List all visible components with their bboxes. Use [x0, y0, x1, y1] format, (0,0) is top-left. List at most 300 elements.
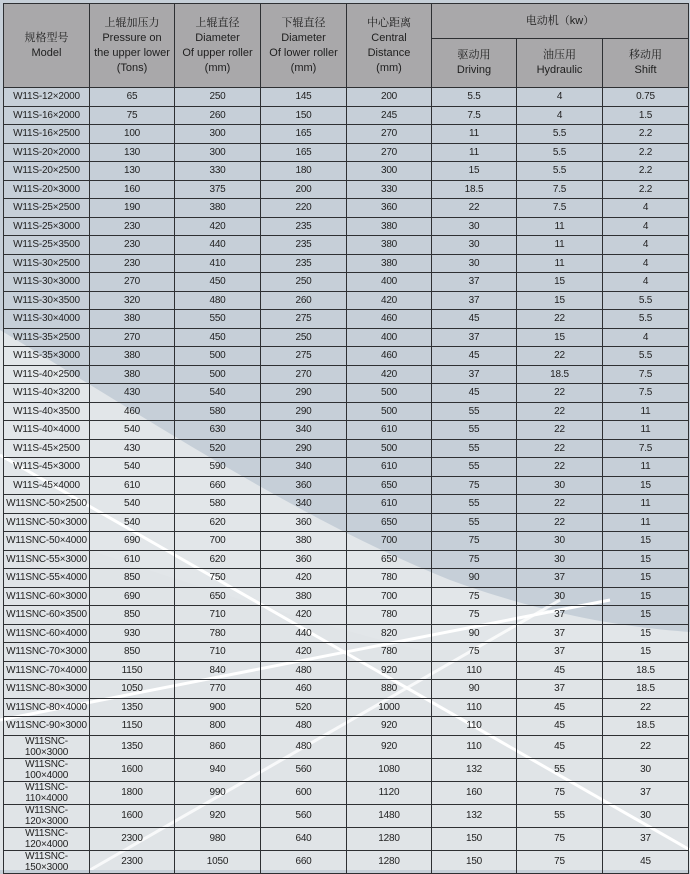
cell-hydraulic: 30: [517, 550, 603, 569]
header-model: [4, 4, 90, 88]
cell-lower-diameter: 165: [261, 143, 347, 162]
header-lower-en2: Of lower roller: [269, 46, 338, 59]
cell-shift: 15: [603, 550, 689, 569]
cell-pressure: 540: [90, 513, 175, 532]
table-row: [4, 606, 689, 625]
cell-hydraulic: 30: [517, 532, 603, 551]
cell-driving: 5.5: [432, 88, 517, 107]
cell-central-distance: 500: [347, 439, 432, 458]
cell-upper-diameter: 900: [175, 698, 261, 717]
cell-hydraulic: 30: [517, 476, 603, 495]
cell-hydraulic: 22: [517, 458, 603, 477]
header-pressure-en1: Pressure on: [102, 31, 162, 44]
cell-shift: 4: [603, 199, 689, 218]
cell-model: W11SNC-70×3000: [4, 643, 90, 662]
header-pressure: [90, 4, 175, 88]
header-upper-en1: Diameter: [195, 31, 240, 44]
cell-upper-diameter: 580: [175, 402, 261, 421]
cell-upper-diameter: 590: [175, 458, 261, 477]
cell-central-distance: 200: [347, 88, 432, 107]
header-hydraulic-en: Hydraulic: [536, 64, 583, 76]
cell-shift: 2.2: [603, 125, 689, 144]
table-row: [4, 550, 689, 569]
header-upper-en2: Of upper roller: [182, 46, 253, 59]
cell-pressure: 270: [90, 328, 175, 347]
cell-central-distance: 880: [347, 680, 432, 699]
cell-hydraulic: 22: [517, 421, 603, 440]
cell-shift: 2.2: [603, 180, 689, 199]
cell-hydraulic: 37: [517, 643, 603, 662]
cell-hydraulic: 55: [517, 758, 603, 781]
cell-model: W11SNC-55×4000: [4, 569, 90, 588]
cell-upper-diameter: 660: [175, 476, 261, 495]
cell-model: W11S-25×3500: [4, 236, 90, 255]
cell-central-distance: 650: [347, 513, 432, 532]
header-central-unit: (mm): [376, 61, 402, 74]
table-row: [4, 106, 689, 125]
cell-pressure: 320: [90, 291, 175, 310]
cell-pressure: 1050: [90, 680, 175, 699]
cell-upper-diameter: 380: [175, 199, 261, 218]
cell-shift: 15: [603, 587, 689, 606]
cell-upper-diameter: 1050: [175, 850, 261, 873]
cell-upper-diameter: 980: [175, 827, 261, 850]
cell-driving: 75: [432, 643, 517, 662]
cell-driving: 37: [432, 365, 517, 384]
cell-central-distance: 780: [347, 643, 432, 662]
cell-central-distance: 460: [347, 310, 432, 329]
cell-upper-diameter: 450: [175, 273, 261, 292]
cell-hydraulic: 15: [517, 328, 603, 347]
cell-hydraulic: 37: [517, 680, 603, 699]
cell-lower-diameter: 260: [261, 291, 347, 310]
cell-central-distance: 360: [347, 199, 432, 218]
cell-driving: 30: [432, 217, 517, 236]
table-row: [4, 804, 689, 827]
cell-upper-diameter: 770: [175, 680, 261, 699]
cell-shift: 7.5: [603, 365, 689, 384]
cell-shift: 15: [603, 624, 689, 643]
cell-driving: 132: [432, 804, 517, 827]
cell-lower-diameter: 250: [261, 328, 347, 347]
cell-model: W11S-40×3200: [4, 384, 90, 403]
header-model-en: Model: [31, 46, 62, 59]
cell-hydraulic: 15: [517, 273, 603, 292]
cell-central-distance: 420: [347, 365, 432, 384]
cell-lower-diameter: 360: [261, 550, 347, 569]
cell-model: W11SNC-80×3000: [4, 680, 90, 699]
cell-pressure: 230: [90, 236, 175, 255]
cell-model: W11S-20×2500: [4, 162, 90, 181]
table-row: [4, 717, 689, 736]
cell-pressure: 190: [90, 199, 175, 218]
table-row: [4, 236, 689, 255]
cell-shift: 22: [603, 735, 689, 758]
cell-lower-diameter: 420: [261, 606, 347, 625]
cell-model: W11SNC-80×4000: [4, 698, 90, 717]
header-upper-diameter: [175, 4, 261, 88]
cell-central-distance: 780: [347, 569, 432, 588]
cell-model: W11S-16×2000: [4, 106, 90, 125]
table-row: [4, 384, 689, 403]
cell-pressure: 100: [90, 125, 175, 144]
cell-central-distance: 500: [347, 384, 432, 403]
cell-lower-diameter: 180: [261, 162, 347, 181]
cell-model: W11SNC-60×4000: [4, 624, 90, 643]
header-driving-cn: 驱动用: [457, 49, 491, 61]
cell-driving: 11: [432, 125, 517, 144]
cell-central-distance: 820: [347, 624, 432, 643]
header-hydraulic: [517, 39, 603, 88]
cell-shift: 11: [603, 458, 689, 477]
cell-driving: 55: [432, 495, 517, 514]
cell-pressure: 690: [90, 587, 175, 606]
cell-driving: 45: [432, 384, 517, 403]
table-row: [4, 291, 689, 310]
cell-pressure: 270: [90, 273, 175, 292]
cell-model: W11S-35×2500: [4, 328, 90, 347]
cell-model: W11S-30×2500: [4, 254, 90, 273]
cell-central-distance: 1480: [347, 804, 432, 827]
cell-lower-diameter: 600: [261, 781, 347, 804]
cell-model: W11SNC-120×4000: [4, 827, 90, 850]
cell-lower-diameter: 220: [261, 199, 347, 218]
cell-shift: 45: [603, 850, 689, 873]
cell-driving: 7.5: [432, 106, 517, 125]
header-hydraulic-cn: 油压用: [543, 49, 576, 61]
cell-pressure: 1800: [90, 781, 175, 804]
cell-shift: 5.5: [603, 291, 689, 310]
cell-model: W11SNC-150×3000: [4, 850, 90, 873]
cell-pressure: 850: [90, 569, 175, 588]
cell-central-distance: 610: [347, 458, 432, 477]
cell-driving: 55: [432, 402, 517, 421]
cell-upper-diameter: 750: [175, 569, 261, 588]
table-row: [4, 680, 689, 699]
cell-hydraulic: 5.5: [517, 125, 603, 144]
cell-model: W11SNC-50×3000: [4, 513, 90, 532]
cell-pressure: 380: [90, 365, 175, 384]
cell-hydraulic: 7.5: [517, 180, 603, 199]
table-row: [4, 162, 689, 181]
header-model-cn: 规格型号: [24, 31, 69, 44]
table-row: [4, 273, 689, 292]
cell-lower-diameter: 145: [261, 88, 347, 107]
table-row: [4, 532, 689, 551]
cell-lower-diameter: 480: [261, 717, 347, 736]
cell-shift: 15: [603, 569, 689, 588]
cell-lower-diameter: 560: [261, 758, 347, 781]
cell-lower-diameter: 340: [261, 495, 347, 514]
cell-driving: 110: [432, 698, 517, 717]
cell-model: W11S-40×4000: [4, 421, 90, 440]
table-row: [4, 439, 689, 458]
cell-hydraulic: 37: [517, 569, 603, 588]
cell-hydraulic: 22: [517, 384, 603, 403]
cell-central-distance: 610: [347, 421, 432, 440]
cell-shift: 4: [603, 273, 689, 292]
cell-upper-diameter: 620: [175, 550, 261, 569]
cell-hydraulic: 45: [517, 717, 603, 736]
table-row: [4, 310, 689, 329]
header-central-distance: [347, 4, 432, 88]
cell-lower-diameter: 275: [261, 310, 347, 329]
cell-pressure: 130: [90, 162, 175, 181]
cell-driving: 37: [432, 273, 517, 292]
header-central-en1: Central: [371, 31, 407, 44]
cell-upper-diameter: 580: [175, 495, 261, 514]
cell-central-distance: 920: [347, 717, 432, 736]
cell-upper-diameter: 800: [175, 717, 261, 736]
cell-lower-diameter: 165: [261, 125, 347, 144]
cell-pressure: 1600: [90, 758, 175, 781]
cell-shift: 4: [603, 217, 689, 236]
cell-upper-diameter: 500: [175, 347, 261, 366]
cell-shift: 4: [603, 328, 689, 347]
header-pressure-unit: (Tons): [116, 61, 148, 74]
cell-driving: 30: [432, 254, 517, 273]
cell-central-distance: 1280: [347, 850, 432, 873]
cell-shift: 4: [603, 254, 689, 273]
cell-shift: 37: [603, 827, 689, 850]
cell-pressure: 460: [90, 402, 175, 421]
cell-model: W11SNC-120×3000: [4, 804, 90, 827]
cell-driving: 160: [432, 781, 517, 804]
cell-model: W11S-30×4000: [4, 310, 90, 329]
cell-pressure: 130: [90, 143, 175, 162]
header-lower-cn: 下辊直径: [281, 16, 326, 29]
cell-upper-diameter: 780: [175, 624, 261, 643]
cell-model: W11S-35×3000: [4, 347, 90, 366]
cell-driving: 55: [432, 513, 517, 532]
cell-shift: 11: [603, 421, 689, 440]
cell-lower-diameter: 660: [261, 850, 347, 873]
cell-upper-diameter: 250: [175, 88, 261, 107]
cell-central-distance: 420: [347, 291, 432, 310]
table-row: [4, 217, 689, 236]
cell-shift: 5.5: [603, 310, 689, 329]
cell-lower-diameter: 275: [261, 347, 347, 366]
header-shift-cn: 移动用: [629, 49, 663, 61]
cell-central-distance: 1120: [347, 781, 432, 804]
cell-hydraulic: 30: [517, 587, 603, 606]
cell-driving: 55: [432, 421, 517, 440]
cell-central-distance: 245: [347, 106, 432, 125]
cell-hydraulic: 37: [517, 624, 603, 643]
cell-lower-diameter: 340: [261, 421, 347, 440]
cell-central-distance: 270: [347, 125, 432, 144]
cell-upper-diameter: 840: [175, 661, 261, 680]
cell-lower-diameter: 250: [261, 273, 347, 292]
cell-hydraulic: 7.5: [517, 199, 603, 218]
cell-central-distance: 920: [347, 661, 432, 680]
cell-hydraulic: 22: [517, 513, 603, 532]
cell-hydraulic: 4: [517, 88, 603, 107]
cell-lower-diameter: 290: [261, 384, 347, 403]
cell-driving: 37: [432, 291, 517, 310]
cell-lower-diameter: 150: [261, 106, 347, 125]
header-motor: 电动机（kw）: [432, 4, 689, 39]
cell-hydraulic: 22: [517, 495, 603, 514]
cell-shift: 11: [603, 513, 689, 532]
table-row: [4, 643, 689, 662]
cell-driving: 45: [432, 310, 517, 329]
cell-lower-diameter: 290: [261, 439, 347, 458]
table-row: [4, 624, 689, 643]
table-row: [4, 495, 689, 514]
header-central-cn: 中心距离: [367, 16, 411, 29]
cell-hydraulic: 22: [517, 439, 603, 458]
header-driving: [432, 39, 517, 88]
cell-lower-diameter: 360: [261, 513, 347, 532]
cell-lower-diameter: 640: [261, 827, 347, 850]
cell-driving: 150: [432, 827, 517, 850]
cell-driving: 75: [432, 550, 517, 569]
cell-central-distance: 300: [347, 162, 432, 181]
cell-lower-diameter: 360: [261, 476, 347, 495]
cell-upper-diameter: 860: [175, 735, 261, 758]
table-row: [4, 569, 689, 588]
cell-shift: 15: [603, 532, 689, 551]
table-row: [4, 458, 689, 477]
cell-driving: 55: [432, 458, 517, 477]
cell-shift: 7.5: [603, 439, 689, 458]
cell-model: W11SNC-55×3000: [4, 550, 90, 569]
header-lower-en1: Diameter: [281, 31, 326, 44]
cell-pressure: 1150: [90, 661, 175, 680]
cell-central-distance: 380: [347, 254, 432, 273]
cell-pressure: 380: [90, 347, 175, 366]
table-row: [4, 143, 689, 162]
cell-hydraulic: 5.5: [517, 162, 603, 181]
table-row: [4, 587, 689, 606]
cell-lower-diameter: 520: [261, 698, 347, 717]
cell-lower-diameter: 380: [261, 532, 347, 551]
cell-hydraulic: 18.5: [517, 365, 603, 384]
cell-central-distance: 330: [347, 180, 432, 199]
cell-driving: 90: [432, 680, 517, 699]
cell-upper-diameter: 440: [175, 236, 261, 255]
cell-shift: 18.5: [603, 680, 689, 699]
cell-central-distance: 460: [347, 347, 432, 366]
cell-central-distance: 400: [347, 328, 432, 347]
header-central-en2: Distance: [367, 46, 411, 59]
cell-hydraulic: 5.5: [517, 143, 603, 162]
cell-hydraulic: 75: [517, 850, 603, 873]
cell-driving: 132: [432, 758, 517, 781]
cell-shift: 1.5: [603, 106, 689, 125]
cell-model: W11SNC-50×4000: [4, 532, 90, 551]
cell-driving: 45: [432, 347, 517, 366]
cell-hydraulic: 15: [517, 291, 603, 310]
table-row: [4, 698, 689, 717]
table-row: [4, 827, 689, 850]
table-row: [4, 661, 689, 680]
header-shift-en: Shift: [634, 64, 657, 76]
cell-shift: 11: [603, 495, 689, 514]
cell-upper-diameter: 450: [175, 328, 261, 347]
header-pressure-en2: the upper lower: [94, 46, 170, 59]
cell-pressure: 540: [90, 495, 175, 514]
cell-central-distance: 650: [347, 476, 432, 495]
cell-upper-diameter: 700: [175, 532, 261, 551]
cell-pressure: 380: [90, 310, 175, 329]
cell-driving: 75: [432, 587, 517, 606]
cell-hydraulic: 37: [517, 606, 603, 625]
cell-central-distance: 1000: [347, 698, 432, 717]
cell-driving: 90: [432, 624, 517, 643]
cell-lower-diameter: 235: [261, 217, 347, 236]
cell-pressure: 2300: [90, 850, 175, 873]
cell-pressure: 1600: [90, 804, 175, 827]
cell-model: W11S-20×3000: [4, 180, 90, 199]
header-shift: [603, 39, 689, 88]
cell-model: W11SNC-70×4000: [4, 661, 90, 680]
cell-hydraulic: 22: [517, 347, 603, 366]
cell-driving: 11: [432, 143, 517, 162]
cell-model: W11SNC-50×2500: [4, 495, 90, 514]
cell-shift: 2.2: [603, 162, 689, 181]
cell-driving: 55: [432, 439, 517, 458]
cell-hydraulic: 55: [517, 804, 603, 827]
cell-model: W11S-25×3000: [4, 217, 90, 236]
cell-model: W11S-45×3000: [4, 458, 90, 477]
specification-table: [3, 3, 689, 874]
table-row: [4, 513, 689, 532]
table-row: [4, 402, 689, 421]
cell-central-distance: 270: [347, 143, 432, 162]
table-row: [4, 735, 689, 758]
cell-driving: 110: [432, 661, 517, 680]
cell-upper-diameter: 940: [175, 758, 261, 781]
cell-hydraulic: 11: [517, 236, 603, 255]
cell-model: W11S-16×2500: [4, 125, 90, 144]
cell-shift: 18.5: [603, 717, 689, 736]
table-row: [4, 758, 689, 781]
cell-shift: 15: [603, 606, 689, 625]
cell-model: W11SNC-60×3000: [4, 587, 90, 606]
cell-pressure: 2300: [90, 827, 175, 850]
cell-lower-diameter: 340: [261, 458, 347, 477]
cell-model: W11S-45×4000: [4, 476, 90, 495]
cell-driving: 37: [432, 328, 517, 347]
cell-pressure: 430: [90, 384, 175, 403]
cell-hydraulic: 45: [517, 661, 603, 680]
cell-shift: 0.75: [603, 88, 689, 107]
cell-driving: 22: [432, 199, 517, 218]
table-body: [4, 88, 689, 874]
cell-lower-diameter: 460: [261, 680, 347, 699]
cell-driving: 75: [432, 532, 517, 551]
cell-model: W11SNC-90×3000: [4, 717, 90, 736]
cell-model: W11SNC-100×3000: [4, 735, 90, 758]
table-row: [4, 125, 689, 144]
cell-lower-diameter: 480: [261, 661, 347, 680]
cell-lower-diameter: 480: [261, 735, 347, 758]
cell-lower-diameter: 270: [261, 365, 347, 384]
cell-shift: 2.2: [603, 143, 689, 162]
cell-lower-diameter: 440: [261, 624, 347, 643]
cell-lower-diameter: 420: [261, 569, 347, 588]
table-row: [4, 347, 689, 366]
cell-upper-diameter: 710: [175, 643, 261, 662]
table-row: [4, 328, 689, 347]
cell-shift: 15: [603, 476, 689, 495]
table-row: [4, 199, 689, 218]
header-upper-cn: 上辊直径: [195, 16, 240, 29]
cell-pressure: 230: [90, 217, 175, 236]
cell-pressure: 75: [90, 106, 175, 125]
